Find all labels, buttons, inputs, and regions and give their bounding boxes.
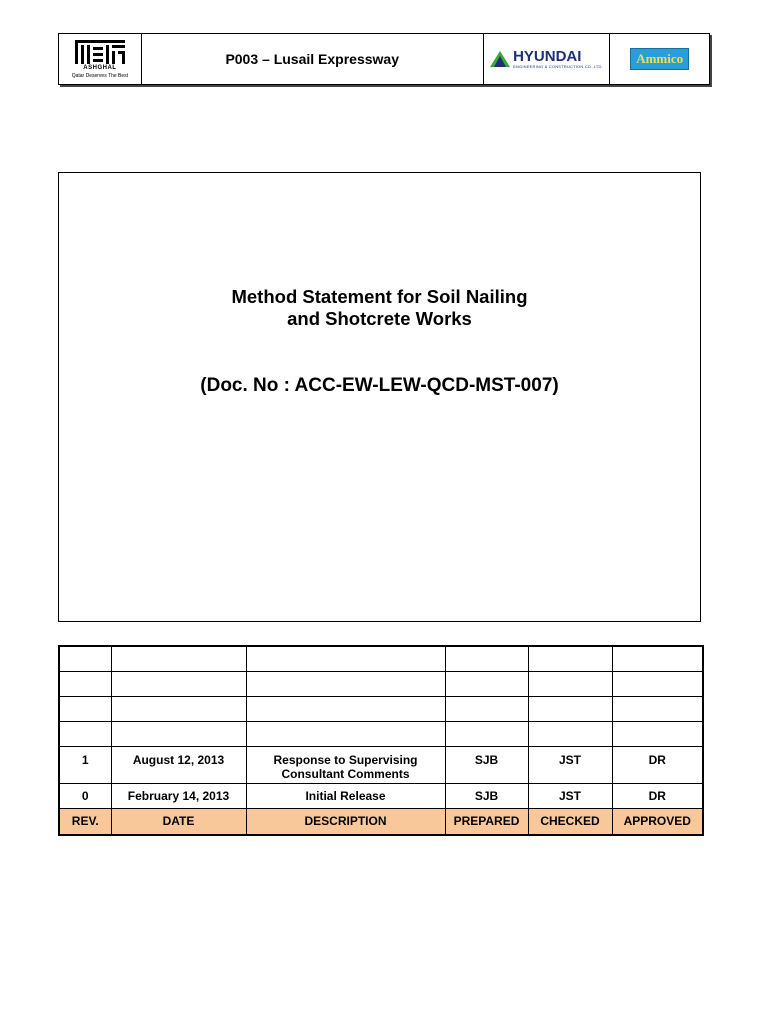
column-header-rev: REV. — [59, 808, 111, 835]
ammico-name: Ammico — [636, 51, 684, 66]
table-row — [59, 696, 703, 721]
ammico-logo — [610, 34, 709, 84]
description-cell: Initial Release — [246, 783, 445, 808]
document-title — [59, 286, 700, 330]
ashghal-logo — [59, 34, 142, 84]
column-header-description: DESCRIPTION — [246, 808, 445, 835]
column-header-date: DATE — [111, 808, 246, 835]
cover-title-box — [58, 172, 701, 622]
checked-cell: JST — [528, 746, 612, 783]
table-row — [59, 783, 703, 808]
rev-cell: 0 — [59, 783, 111, 808]
logo-tagline: Qatar Deserves The Best — [71, 73, 129, 79]
hyundai-subtitle: ENGINEERING & CONSTRUCTION CO.,LTD. — [513, 64, 603, 69]
document-number: (Doc. No : ACC-EW-LEW-QCD-MST-007) — [200, 375, 559, 396]
prepared-cell: SJB — [445, 746, 528, 783]
description-line-1: Response to Supervising — [273, 752, 418, 767]
hyundai-logo — [484, 34, 611, 84]
project-title: P003 – Lusail Expressway — [142, 34, 484, 84]
table-row — [59, 646, 703, 671]
table-row — [59, 671, 703, 696]
rev-cell: 1 — [59, 746, 111, 783]
hyundai-name: HYUNDAI — [513, 48, 582, 65]
table-row — [59, 746, 703, 783]
checked-cell: JST — [528, 783, 612, 808]
approved-cell: DR — [612, 783, 703, 808]
date-cell: August 12, 2013 — [111, 746, 246, 783]
date-cell: February 14, 2013 — [111, 783, 246, 808]
prepared-cell: SJB — [445, 783, 528, 808]
logo-name: ASHGHAL — [83, 65, 117, 71]
document-title-line-1: Method Statement for Soil Nailing — [231, 286, 528, 307]
ashghal-logo-icon — [73, 39, 127, 65]
table-row — [59, 721, 703, 746]
approved-cell: DR — [612, 746, 703, 783]
document-title-line-2: and Shotcrete Works — [287, 308, 472, 329]
column-header-approved: APPROVED — [612, 808, 703, 835]
description-line-2: Consultant Comments — [281, 766, 410, 781]
document-header — [58, 33, 710, 85]
table-header-row — [59, 808, 703, 835]
hyundai-triangle-icon — [490, 51, 510, 67]
column-header-checked: CHECKED — [528, 808, 612, 835]
revision-table — [58, 645, 704, 836]
description-cell — [246, 746, 445, 783]
column-header-prepared: PREPARED — [445, 808, 528, 835]
